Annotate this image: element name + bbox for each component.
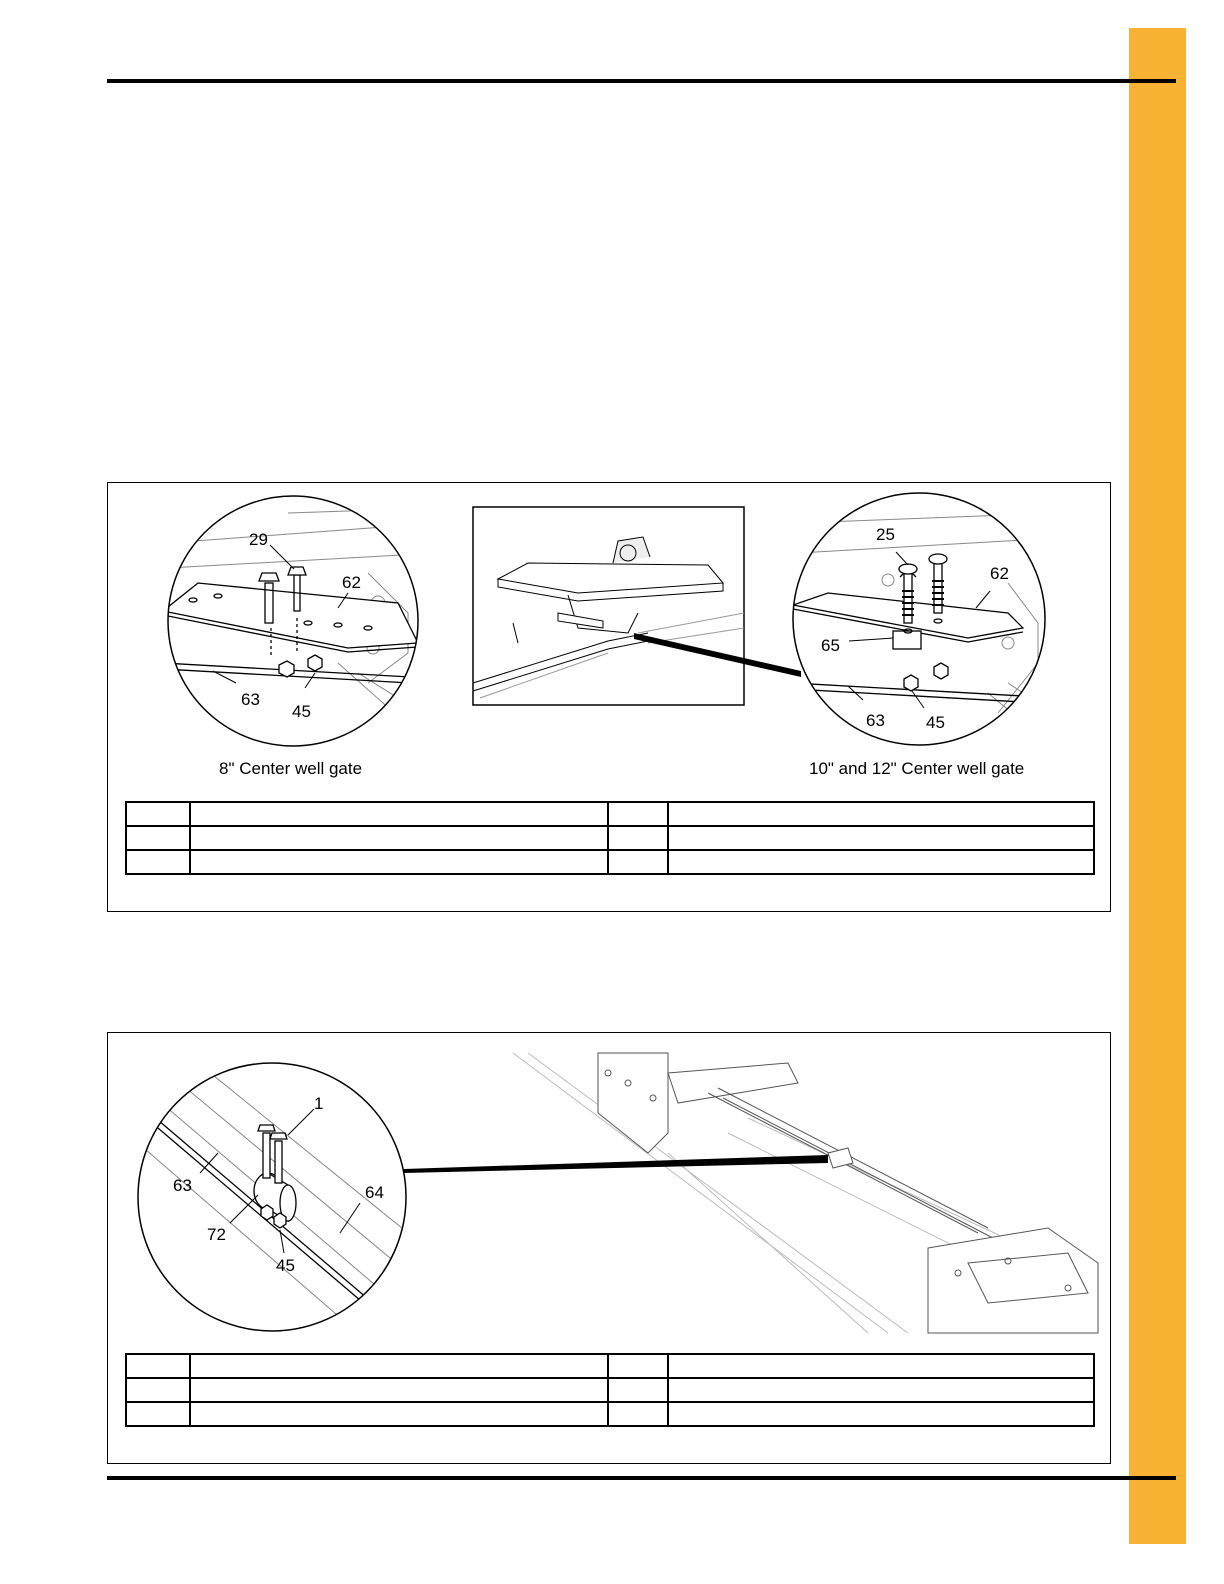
table-cell (668, 802, 1094, 826)
caption-10-12in: 10" and 12" Center well gate (809, 759, 1025, 778)
figure-2-illustration (108, 1033, 1112, 1353)
callout-45: 45 (292, 702, 311, 721)
table-cell (190, 850, 608, 874)
parts-table-figure-1 (125, 801, 1095, 875)
caption-8in: 8" Center well gate (219, 759, 363, 778)
table-row (126, 802, 1094, 826)
table-cell (126, 802, 190, 826)
callout-63: 63 (241, 690, 260, 709)
table-cell (608, 1354, 668, 1378)
callout-63-fig2: 63 (173, 1176, 192, 1195)
table-cell (190, 802, 608, 826)
header-rule (107, 79, 1176, 83)
table-cell (608, 1378, 668, 1402)
table-cell (668, 1402, 1094, 1426)
table-row (126, 1402, 1094, 1426)
table-row (126, 826, 1094, 850)
table-cell (668, 826, 1094, 850)
callout-65: 65 (821, 636, 840, 655)
chapter-side-tab (1129, 28, 1186, 1544)
table-cell (668, 1354, 1094, 1378)
table-cell (608, 1402, 668, 1426)
detail-circle-10-12in (793, 493, 1058, 778)
table-cell (608, 826, 668, 850)
callout-62: 62 (342, 573, 361, 592)
callout-45-right: 45 (926, 713, 945, 732)
table-cell (126, 1378, 190, 1402)
overview-drawing-gate (473, 507, 801, 705)
parts-table-figure-2 (125, 1353, 1095, 1427)
callout-64: 64 (365, 1183, 384, 1202)
table-cell (190, 826, 608, 850)
detail-circle-8in (163, 496, 438, 778)
leader-arrow (404, 1155, 828, 1173)
table-cell (608, 850, 668, 874)
table-cell (608, 802, 668, 826)
table-cell (126, 826, 190, 850)
detail-circle-coupler (138, 1063, 408, 1341)
figure-rod-coupler (107, 1032, 1111, 1464)
callout-72: 72 (207, 1225, 226, 1244)
callout-29: 29 (249, 530, 268, 549)
table-cell (126, 1354, 190, 1378)
table-cell (190, 1402, 608, 1426)
table-row (126, 1378, 1094, 1402)
table-cell (126, 850, 190, 874)
callout-45-fig2: 45 (276, 1256, 295, 1275)
table-cell (190, 1354, 608, 1378)
table-cell (668, 1378, 1094, 1402)
figure-center-well-gate (107, 482, 1111, 912)
table-cell (668, 850, 1094, 874)
table-cell (126, 1402, 190, 1426)
table-row (126, 1354, 1094, 1378)
footer-rule (107, 1476, 1176, 1480)
figure-1-illustration (108, 483, 1112, 803)
callout-1: 1 (314, 1094, 324, 1113)
callout-25: 25 (876, 525, 895, 544)
table-row (126, 850, 1094, 874)
table-cell (190, 1378, 608, 1402)
callout-63-right: 63 (866, 711, 885, 730)
callout-62-right: 62 (990, 564, 1009, 583)
